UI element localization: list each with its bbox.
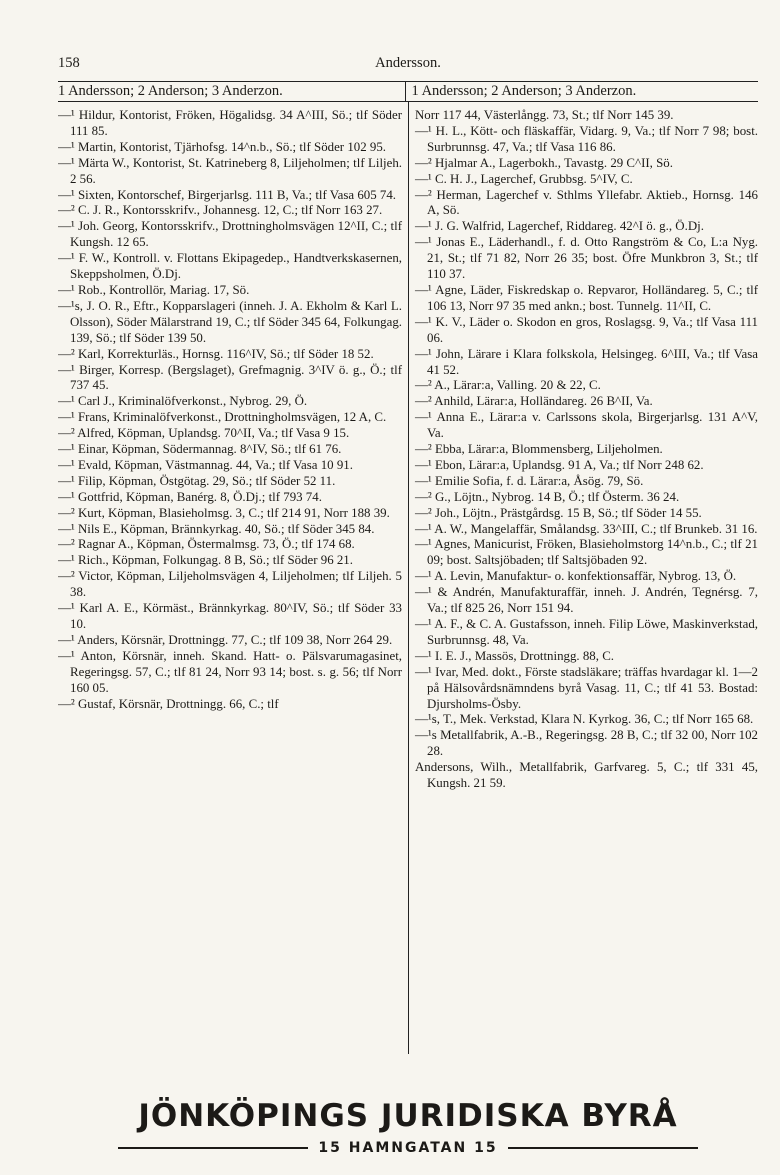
directory-entry: —¹ Emilie Sofia, f. d. Lärar:a, Åsög. 79, Sö. <box>415 473 644 488</box>
advertisement-title: JÖNKÖPINGS JURIDISKA BYRÅ <box>138 1098 678 1134</box>
directory-entry: —¹ Nils E., Köpman, Brännkyrkag. 40, Sö.; tlf Söder 345 84. <box>58 521 375 536</box>
directory-entry: —¹ K. V., Läder o. Skodon en gros, Roslagsg. 9, Va.; tlf Vasa 111 06. <box>415 314 758 345</box>
directory-entry: —¹ Ivar, Med. dokt., Förste stadsläkare; träffas hvardagar kl. 1—2 på Hälsovårdsnämndens byrå Vasag. 11, C.; tlf 41 53. Bostad: Djursholms-Ösby. <box>415 664 758 711</box>
directory-entry: —² Kurt, Köpman, Blasieholmsg. 3, C.; tlf 214 91, Norr 188 39. <box>58 505 390 520</box>
directory-entry: —¹ Anton, Körsnär, inneh. Skand. Hatt- o. Pälsvarumagasinet, Regeringsg. 57, C.; tlf 81 24, Norr 93 14; bost. s. g. 56; tlf Norr 160 05. <box>58 648 402 695</box>
directory-entry: —¹ Karl A. E., Körmäst., Brännkyrkag. 80^IV, Sö.; tlf Söder 33 10. <box>58 601 402 631</box>
page-number: 158 <box>58 55 80 71</box>
directory-columns <box>58 102 758 1054</box>
directory-entry: —¹s, J. O. R., Eftr., Kopparslageri (inneh. J. A. Ekholm & Karl L. Olsson), Söder Mälarstrand 19, C.; tlf Söder 345 64, Folkungag. 139, Sö.; tlf Söder 139 50. <box>58 298 402 345</box>
directory-entry: —¹ C. H. J., Lagerchef, Grubbsg. 5^IV, C. <box>415 171 633 186</box>
directory-entry: —¹s, T., Mek. Verkstad, Klara N. Kyrkog. 36, C.; tlf Norr 165 68. <box>415 712 754 727</box>
directory-entry: —¹s Metallfabrik, A.-B., Regeringsg. 28 B, C.; tlf 32 00, Norr 102 28. <box>415 728 758 759</box>
directory-entry: —¹ A. W., Mangelaffär, Smålandsg. 33^III, C.; tlf Brunkeb. 31 16. <box>415 521 758 536</box>
directory-entry: —¹ I. E. J., Massös, Drottningg. 88, C. <box>415 648 615 663</box>
advertisement-address-line <box>58 1140 758 1156</box>
directory-entry: —² Anhild, Lärar:a, Holländareg. 26 B^II, Va. <box>415 394 653 409</box>
directory-entry: —² Alfred, Köpman, Uplandsg. 70^II, Va.; tlf Vasa 9 15. <box>58 426 350 441</box>
directory-entry: —¹ Einar, Köpman, Södermannag. 8^IV, Sö.; tlf 61 76. <box>58 442 342 457</box>
directory-entry: —¹ Filip, Köpman, Östgötag. 29, Sö.; tlf Söder 52 11. <box>58 473 336 488</box>
directory-entry: —¹ Frans, Kriminalöfverkonst., Drottningholmsvägen, 12 A, C. <box>58 410 387 425</box>
directory-entry: —¹ Martin, Kontorist, Tjärhofsg. 14^n.b., Sö.; tlf Söder 102 95. <box>58 139 386 154</box>
directory-entry: —² Herman, Lagerchef v. Sthlms Yllefabr. Aktieb., Hornsg. 146 A, Sö. <box>415 187 758 218</box>
directory-entry: —² G., Löjtn., Nybrog. 14 B, Ö.; tlf Österm. 36 24. <box>415 489 680 504</box>
directory-entry: —¹ John, Lärare i Klara folkskola, Helsingeg. 6^III, Va.; tlf Vasa 41 52. <box>415 346 758 377</box>
directory-entry: —¹ Ebon, Lärar:a, Uplandsg. 91 A, Va.; tlf Norr 248 62. <box>415 457 704 472</box>
directory-entry: —² Gustaf, Körsnär, Drottningg. 66, C.; tlf <box>58 696 279 711</box>
directory-entry: —¹ J. G. Walfrid, Lagerchef, Riddareg. 42^I ö. g., Ö.Dj. <box>415 219 704 234</box>
directory-entry: —¹ Evald, Köpman, Västmannag. 44, Va.; tlf Vasa 10 91. <box>58 457 353 472</box>
directory-entry: —¹ Carl J., Kriminalöfverkonst., Nybrog. 29, Ö. <box>58 394 308 409</box>
directory-entry: —¹ Joh. Georg, Kontorsskrifv., Drottningholmsvägen 12^II, C.; tlf Kungsh. 12 65. <box>58 219 402 250</box>
directory-entry: —¹ A. F., & C. A. Gustafsson, inneh. Filip Löwe, Maskinverkstad, Surbrunnsg. 48, Va. <box>415 617 758 647</box>
page-title: Andersson. <box>375 55 441 71</box>
directory-entry: —¹ Märta W., Kontorist, St. Katrineberg 8, Liljeholmen; tlf Liljeh. 2 56. <box>58 155 402 186</box>
directory-entry: —² C. J. R., Kontorsskrifv., Johannesg. 12, C.; tlf Norr 163 27. <box>58 203 383 218</box>
directory-entry: —² Joh., Löjtn., Prästgårdsg. 15 B, Sö.; tlf Söder 14 55. <box>415 505 702 520</box>
directory-entry: —² Karl, Korrekturläs., Hornsg. 116^IV, Sö.; tlf Söder 18 52. <box>58 346 374 361</box>
directory-entry: Andersons, Wilh., Metallfabrik, Garfvareg. 5, C.; tlf 331 45, Kungsh. 21 59. <box>415 760 758 791</box>
directory-entry: —¹ & Andrén, Manufakturaffär, inneh. J. Andrén, Tegnérsg. 7, Va.; tlf 825 26, Norr 151 94. <box>415 585 758 616</box>
directory-page <box>58 55 758 1155</box>
directory-entry: —² Ebba, Lärar:a, Blommensberg, Liljeholmen. <box>415 442 663 457</box>
left-column-header: 1 Andersson; 2 Anderson; 3 Anderzon. <box>58 83 283 99</box>
directory-entry: —¹ H. L., Kött- och fläskaffär, Vidarg. 9, Va.; tlf Norr 7 98; bost. Surbrunnsg. 47, Va.; tlf Vasa 116 86. <box>415 123 758 154</box>
directory-entry: —¹ Agne, Läder, Fiskredskap o. Repvaror, Holländareg. 5, C.; tlf 106 13, Norr 97 35 med ankn.; bost. Tunnelg. 11^II, C. <box>415 282 758 313</box>
directory-entry: —¹ Hildur, Kontorist, Fröken, Högalidsg. 34 A^III, Sö.; tlf Söder 111 85. <box>58 108 402 138</box>
directory-entry: —¹ Agnes, Manicurist, Fröken, Blasieholmstorg 14^n.b., C.; tlf 21 09; bost. Saltsjöbaden; tlf Saltsjöbaden 92. <box>415 537 758 568</box>
directory-entry: —¹ Jonas E., Läderhandl., f. d. Otto Rangström & Co, L:a Nyg. 21, St.; tlf 71 82, Norr 26 35; bost. Öfre Munkbron 3, St.; tlf 110 37. <box>415 235 758 282</box>
advertisement <box>58 1098 758 1156</box>
left-column <box>58 102 408 1054</box>
page-header <box>58 55 758 77</box>
directory-entry: —¹ Birger, Korresp. (Bergslaget), Grefmagnig. 3^IV ö. g., Ö.; tlf 737 45. <box>58 362 402 393</box>
directory-entry: —² Hjalmar A., Lagerbokh., Tavastg. 29 C^II, Sö. <box>415 155 673 170</box>
directory-entry: —¹ Rob., Kontrollör, Mariag. 17, Sö. <box>58 282 250 297</box>
right-column <box>408 102 758 1054</box>
directory-entry: —¹ Gottfrid, Köpman, Banérg. 8, Ö.Dj.; tlf 793 74. <box>58 489 322 504</box>
advertisement-address: 15 HAMNGATAN 15 <box>318 1140 498 1156</box>
directory-entry: Norr 117 44, Västerlångg. 73, St.; tlf Norr 145 39. <box>415 108 674 122</box>
directory-entry: —¹ Anders, Körsnär, Drottningg. 77, C.; tlf 109 38, Norr 264 29. <box>58 632 393 647</box>
decorative-rule <box>118 1147 308 1149</box>
directory-entry: —² Ragnar A., Köpman, Östermalmsg. 73, Ö.; tlf 174 68. <box>58 537 355 552</box>
directory-entry: —¹ F. W., Kontroll. v. Flottans Ekipagedep., Handtverkskasernen, Skeppsholmen, Ö.Dj. <box>58 251 402 282</box>
directory-entry: —² Victor, Köpman, Liljeholmsvägen 4, Liljeholmen; tlf Liljeh. 5 38. <box>58 569 402 600</box>
directory-entry: —¹ A. Levin, Manufaktur- o. konfektionsaffär, Nybrog. 13, Ö. <box>415 569 737 584</box>
directory-entry: —¹ Rich., Köpman, Folkungag. 8 B, Sö.; tlf Söder 96 21. <box>58 553 353 568</box>
directory-entry: —¹ Sixten, Kontorschef, Birgerjarlsg. 111 B, Va.; tlf Vasa 605 74. <box>58 187 397 202</box>
column-headers <box>58 81 758 102</box>
directory-entry: —¹ Anna E., Lärar:a v. Carlssons skola, Birgerjarlsg. 131 A^V, Va. <box>415 410 758 441</box>
directory-entry: —² A., Lärar:a, Valling. 20 & 22, C. <box>415 378 601 393</box>
right-column-header: 1 Andersson; 2 Anderson; 3 Anderzon. <box>405 82 759 101</box>
decorative-rule <box>508 1147 698 1149</box>
